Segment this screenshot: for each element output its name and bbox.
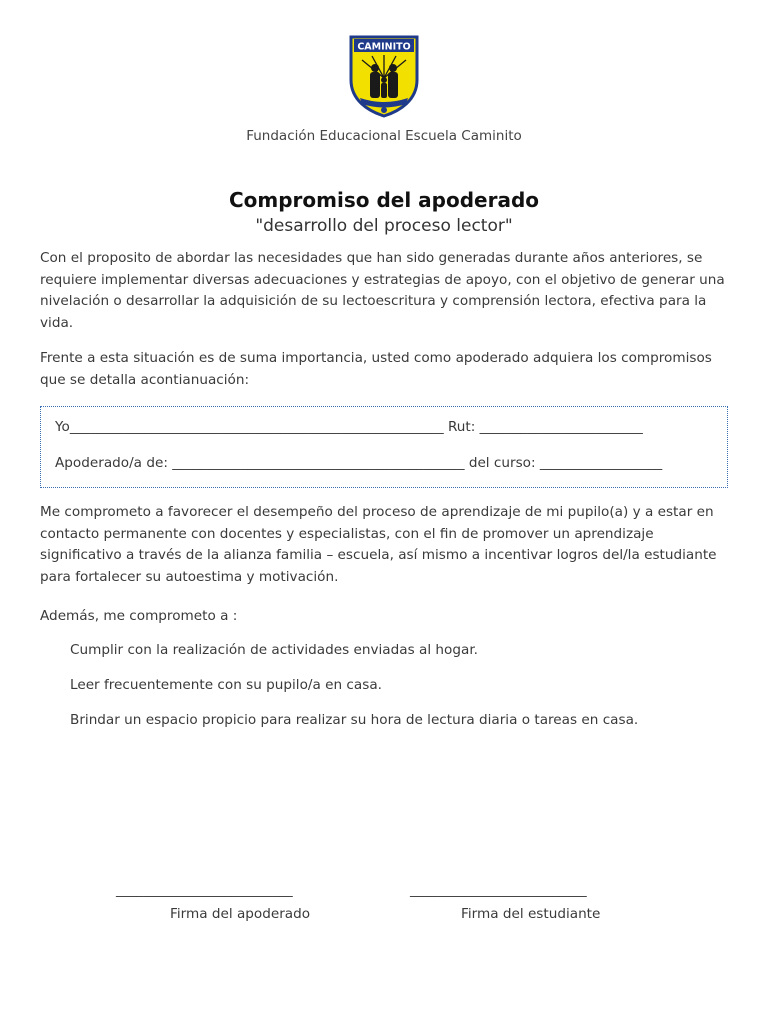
document-title: Compromiso del apoderado	[228, 188, 540, 212]
intro-line: vida.	[40, 314, 74, 331]
situation-paragraph	[40, 348, 730, 391]
commitment-line: Me comprometo a favorecer el desempeño del proceso de aprendizaje de mi pupilo(a) y a estar en	[40, 504, 714, 520]
student-signature-label: Firma del estudiante	[461, 906, 601, 922]
commitment-item: Leer frecuentemente con su pupilo/a en casa.	[70, 677, 382, 693]
guardian-name-rut-line[interactable]: Yo_______________________________________________________ Rut: ________________________	[55, 419, 643, 435]
foundation-name: Fundación Educacional Escuela Caminito	[246, 128, 522, 144]
guardian-info-box	[40, 406, 728, 488]
guardian-signature-line[interactable]: __________________________	[116, 882, 293, 898]
intro-line: nivelación o desarrollar la adquisición de su lectoescritura y comprensión lectora, efectiva para la	[40, 293, 707, 310]
intro-line: Con el proposito de abordar las necesidades que han sido generadas durante años anteriores, se	[40, 250, 703, 266]
intro-paragraph	[40, 248, 730, 334]
situation-line: que se detalla acontianuación:	[40, 371, 250, 388]
commitment-paragraph	[40, 502, 730, 588]
school-logo	[348, 34, 420, 118]
commitment-line: significativo a través de la alianza familia – escuela, así mismo a incentivar logros del/la estudiante	[40, 547, 717, 564]
logo-text: CAMINITO	[357, 41, 411, 53]
student-signature-line[interactable]: __________________________	[410, 882, 587, 898]
situation-line: Frente a esta situación es de suma importancia, usted como apoderado adquiera los compromisos	[40, 350, 712, 366]
guardian-signature-label: Firma del apoderado	[170, 906, 311, 922]
also-commit-heading: Además, me comprometo a :	[40, 608, 238, 624]
commitment-line: para fortalecer su autoestima y motivación.	[40, 568, 339, 585]
commitment-line: contacto permanente con docentes y especialistas, con el fin de promover un aprendizaje	[40, 525, 654, 542]
commitment-item: Cumplir con la realización de actividades enviadas al hogar.	[70, 642, 478, 658]
commitment-item: Brindar un espacio propicio para realizar su hora de lectura diaria o tareas en casa.	[70, 712, 639, 728]
intro-line: requiere implementar diversas adecuaciones y estrategias de apoyo, con el objetivo de generar una	[40, 271, 725, 288]
document-subtitle: "desarrollo del proceso lector"	[255, 216, 513, 236]
student-course-line[interactable]: Apoderado/a de: ___________________________________________ del curso: __________________	[55, 455, 663, 471]
